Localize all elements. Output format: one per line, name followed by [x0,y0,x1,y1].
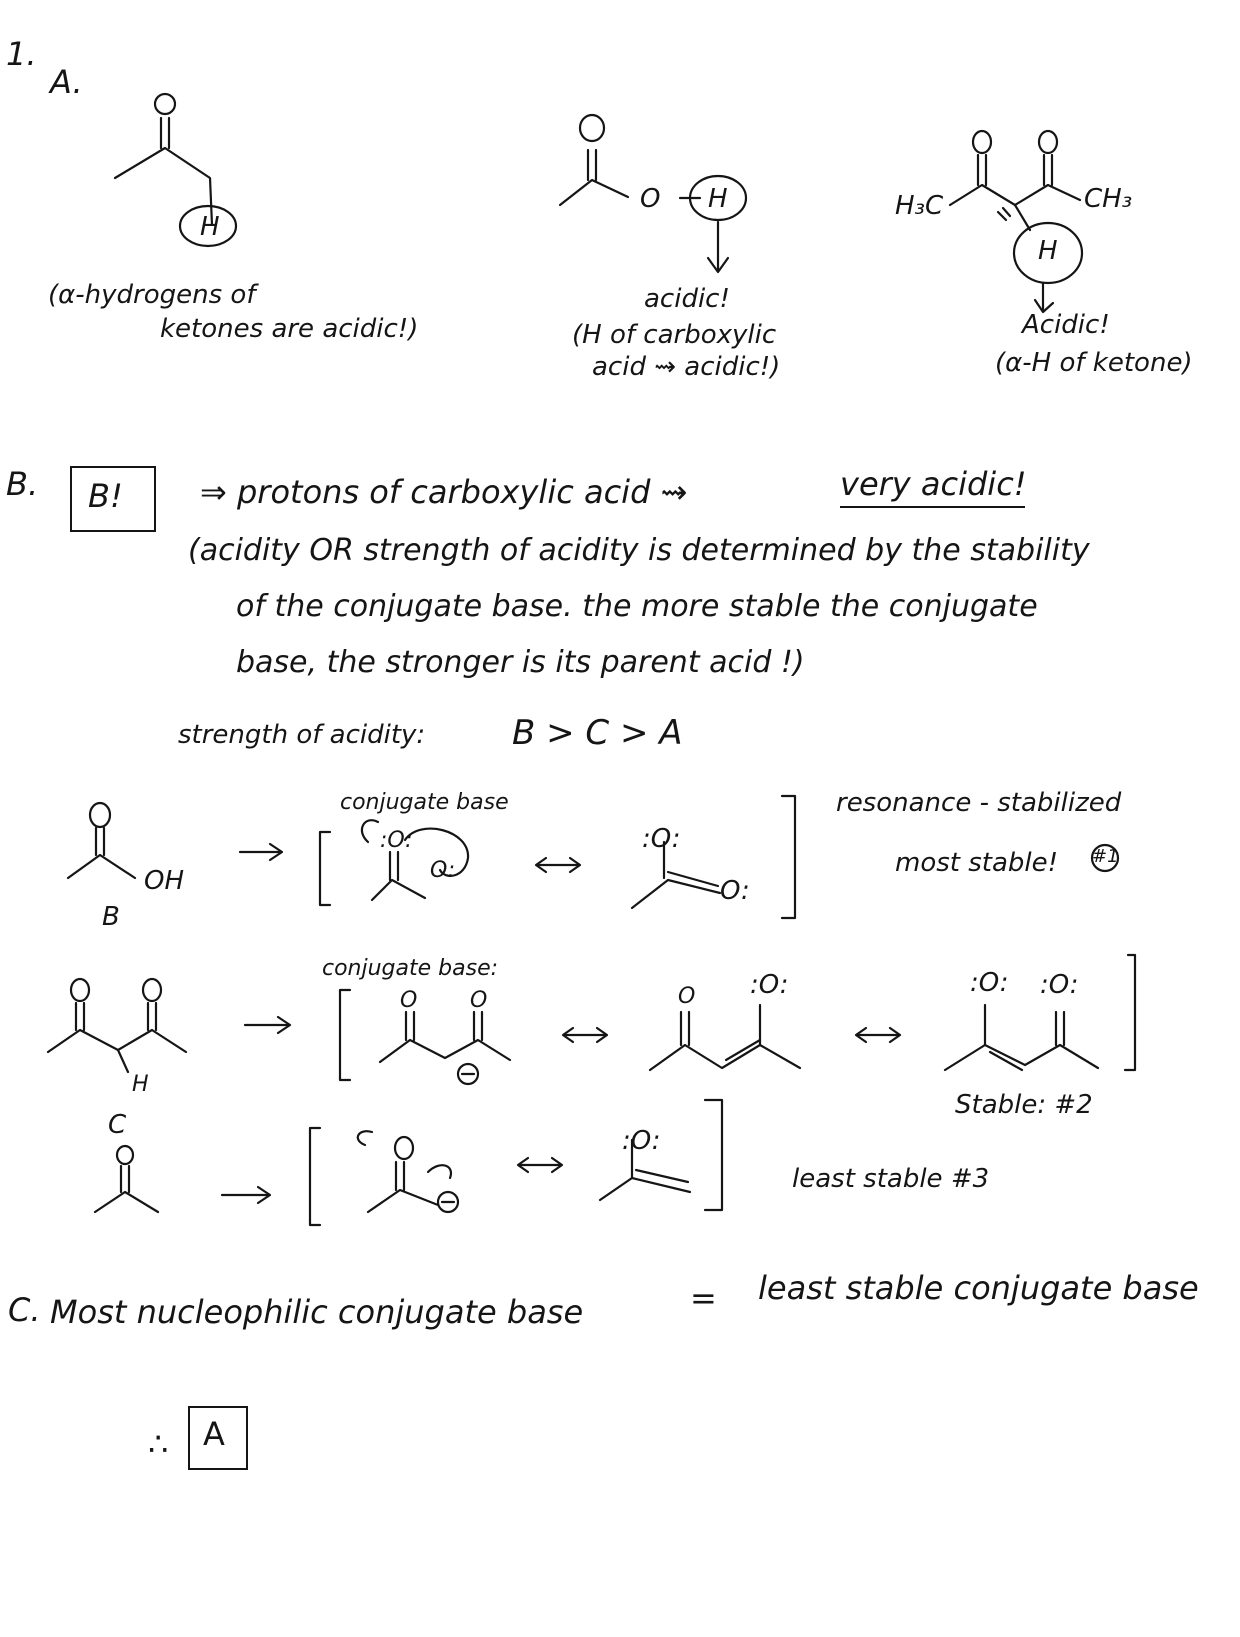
explanation-line1-prefix: ⇒ protons of carboxylic acid ⇝ [200,473,688,511]
resonance-form-a [600,1100,722,1210]
question-number: 1. [6,35,37,73]
resonance-arrow-c1 [563,1028,607,1042]
hydroxyl-group: OH [144,866,185,896]
ketone-a-structure [95,1146,158,1212]
reaction-arrow-c [245,1017,290,1033]
ester-oxygen: O [640,184,661,214]
least-stable-note: least stable #3 [792,1164,990,1194]
oxide-b4: O: [720,876,750,906]
row-b-label: B [102,902,120,932]
oxygen-circle [155,94,175,114]
part-a-label: A. [50,63,83,101]
explanation-line2: (acidity OR strength of acidity is determined by the stability [188,533,1090,568]
acid-h-atom: H [708,184,728,214]
alpha-h-atom-2: H [1038,236,1058,266]
row-c-label: C [108,1110,127,1140]
rank-1: #1 [1092,846,1119,867]
reaction-arrow-b [240,844,282,860]
resonance-form-b [632,796,795,918]
note-a1-line1: (α-hydrogens of [48,280,256,310]
methyl-left: H₃C [895,191,944,221]
oxide-b1: :O: [380,828,413,853]
c-oxygen-2: O [470,988,488,1013]
emphasis-underline [840,506,1025,508]
conjugate-base-label-b: conjugate base [340,790,509,815]
note-a2-line1: acidic! [644,284,730,314]
note-a2-line2: (H of carboxylic [572,320,777,350]
resonance-arrow-c2 [856,1028,900,1042]
methyl-right: CH₃ [1084,184,1133,214]
resonance-arrow-b [536,858,580,872]
part-c-label: C. [8,1291,41,1329]
note-a3-line1: Acidic! [1022,310,1110,340]
explanation-line3: of the conjugate base. the more stable the conjugate [236,589,1038,624]
most-stable-note: most stable! [895,848,1059,878]
note-a1-line2: ketones are acidic!) [160,314,419,344]
stable-2-note: Stable: #2 [955,1090,1093,1120]
oxide-b3: :O: [642,824,681,854]
conjugate-base-label-c: conjugate base: [322,956,499,981]
therefore-symbol: ∴ [148,1425,169,1463]
reaction-arrow-a [222,1187,270,1203]
diketone-c-structure [48,979,186,1072]
alpha-h-c: H [132,1072,149,1097]
strength-label: strength of acidity: [178,720,426,750]
explanation-line1-emph: very acidic! [840,465,1027,503]
resonance-note: resonance - stabilized [836,788,1122,818]
part-c-equals: = [690,1279,717,1317]
c-oxygen-1: O [400,988,418,1013]
acid-b-structure [68,803,135,878]
note-a3-line2: (α-H of ketone) [995,348,1193,378]
note-a2-line3: acid ⇝ acidic!) [592,352,781,382]
resonance-arrow-a [518,1158,562,1172]
answer-c: A [203,1415,225,1453]
strength-order: B > C > A [512,713,683,753]
explanation-line4: base, the stronger is its parent acid !) [236,645,805,680]
resonance-form-c1 [650,1005,800,1070]
diketone-structure [950,131,1082,312]
c-oxide-6: :O: [1040,970,1079,1000]
answer-b: B! [88,477,123,515]
c-oxide-4: :O: [750,970,789,1000]
alpha-h-atom: H [200,212,220,242]
c-oxygen-3: O [678,984,696,1009]
part-c-text2: least stable conjugate base [758,1269,1199,1307]
part-c-text: Most nucleophilic conjugate base [50,1293,584,1331]
conjugate-base-a [310,1128,458,1225]
a-oxide: :O: [622,1126,661,1156]
oxide-b2: O: [430,858,456,883]
c-oxide-5: :O: [970,968,1009,998]
part-b-label: B. [6,465,39,503]
